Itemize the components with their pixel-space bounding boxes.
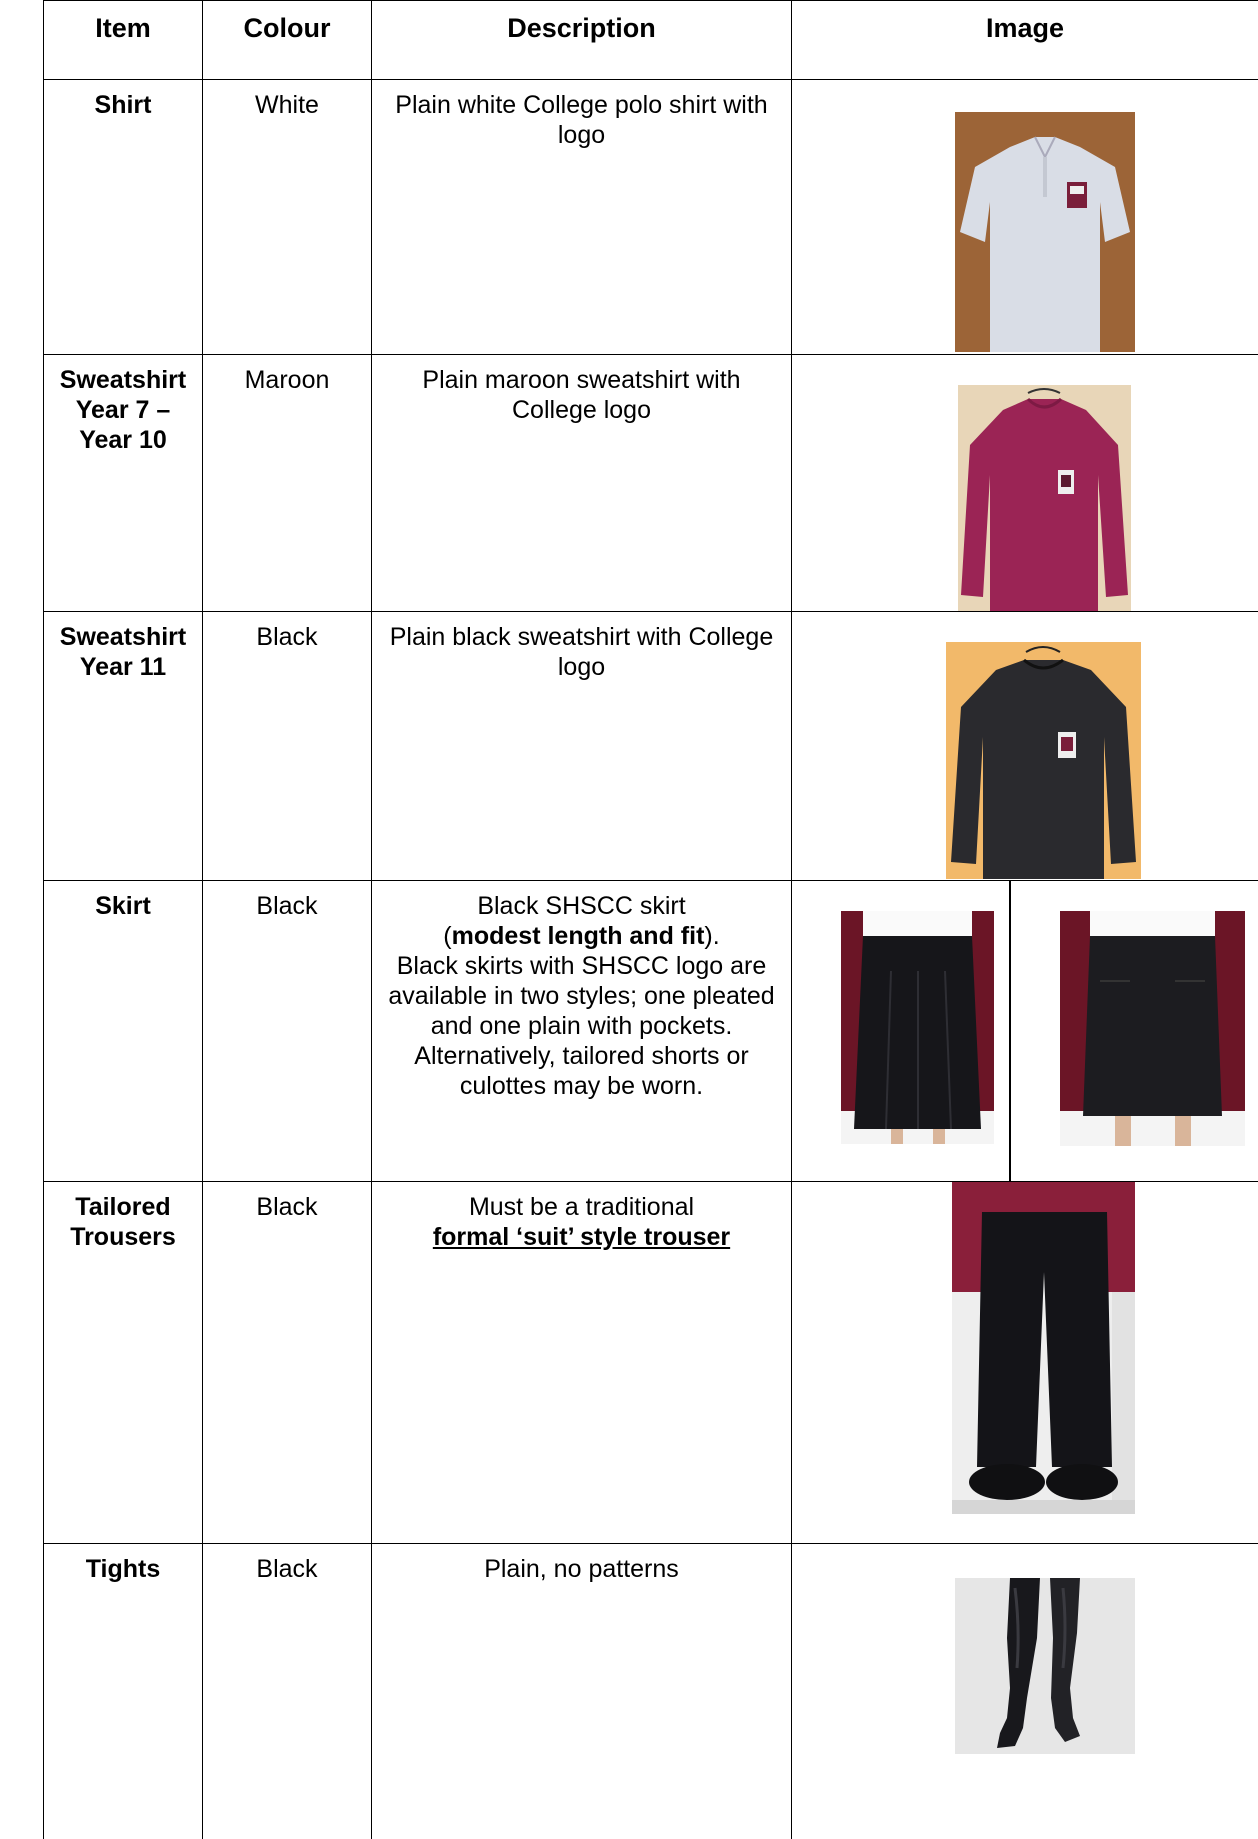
description-cell (372, 612, 792, 881)
description-line1: Must be a traditional (468, 1193, 695, 1221)
colour-value: White (255, 91, 319, 119)
description-bold: modest length and fit (451, 922, 705, 950)
item-cell (43, 612, 203, 881)
colour-cell (203, 612, 372, 881)
item-name: Shirt (94, 91, 152, 119)
table-row (0, 1182, 1258, 1544)
description-cell (372, 355, 792, 612)
header-colour: Colour (203, 0, 372, 80)
header-item: Item (43, 0, 203, 80)
table-header-row (0, 0, 1258, 80)
table-row (0, 355, 1258, 612)
description-underlined: formal ‘suit’ style trouser (432, 1223, 731, 1251)
colour-cell (203, 355, 372, 612)
item-name: Sweatshirt (59, 366, 187, 394)
colour-cell (203, 80, 372, 355)
item-name: Sweatshirt (59, 623, 187, 651)
table-row (0, 80, 1258, 355)
colour-cell (203, 1182, 372, 1544)
plain-skirt-image (1060, 911, 1245, 1146)
colour-value: Black (256, 1555, 318, 1583)
description-rest: Black skirts with SHSCC logo are available in two styles; one pleated and one plain with pockets. Alternatively, tailored shorts or culottes may be worn. (388, 952, 775, 1100)
pleated-skirt-image (841, 911, 994, 1144)
item-name: Skirt (95, 892, 151, 920)
description-line1: Black SHSCC skirt (477, 892, 686, 920)
description-text (372, 881, 791, 1101)
tailored-trousers-image (952, 1182, 1135, 1514)
item-cell (43, 80, 203, 355)
description-text: Plain, no patterns (484, 1555, 679, 1583)
item-name-line2: Trousers (70, 1223, 176, 1251)
header-description: Description (372, 0, 792, 80)
item-cell (43, 355, 203, 612)
item-name-line3: Year 10 (79, 426, 167, 454)
colour-value: Maroon (244, 366, 330, 394)
maroon-sweatshirt-image (958, 385, 1131, 611)
description-text: Plain maroon sweatshirt with College logo (422, 366, 741, 424)
white-polo-shirt-image (955, 112, 1135, 352)
description-cell (372, 1182, 792, 1544)
colour-cell (203, 881, 372, 1182)
header-image: Image (792, 0, 1258, 80)
description-cell (372, 881, 792, 1182)
image-divider (1009, 881, 1011, 1182)
description-close-paren: ). (704, 922, 720, 950)
description-cell (372, 1544, 792, 1839)
item-name: Tights (85, 1555, 161, 1583)
colour-value: Black (256, 623, 318, 651)
description-text: Plain black sweatshirt with College logo (389, 623, 774, 681)
item-name: Tailored (75, 1193, 171, 1221)
colour-value: Black (256, 1193, 318, 1221)
black-tights-image (955, 1578, 1135, 1754)
item-name-line2: Year 7 – (75, 396, 171, 424)
table-row (0, 1544, 1258, 1839)
colour-cell (203, 1544, 372, 1839)
table-row (0, 881, 1258, 1182)
item-cell (43, 1182, 203, 1544)
description-text: Plain white College polo shirt with logo (395, 91, 768, 149)
item-name-line2: Year 11 (79, 653, 167, 681)
item-cell (43, 881, 203, 1182)
table-row (0, 612, 1258, 881)
description-cell (372, 80, 792, 355)
description-open-paren: ( (443, 922, 452, 950)
black-sweatshirt-image (946, 642, 1141, 879)
item-cell (43, 1544, 203, 1839)
colour-value: Black (256, 892, 318, 920)
